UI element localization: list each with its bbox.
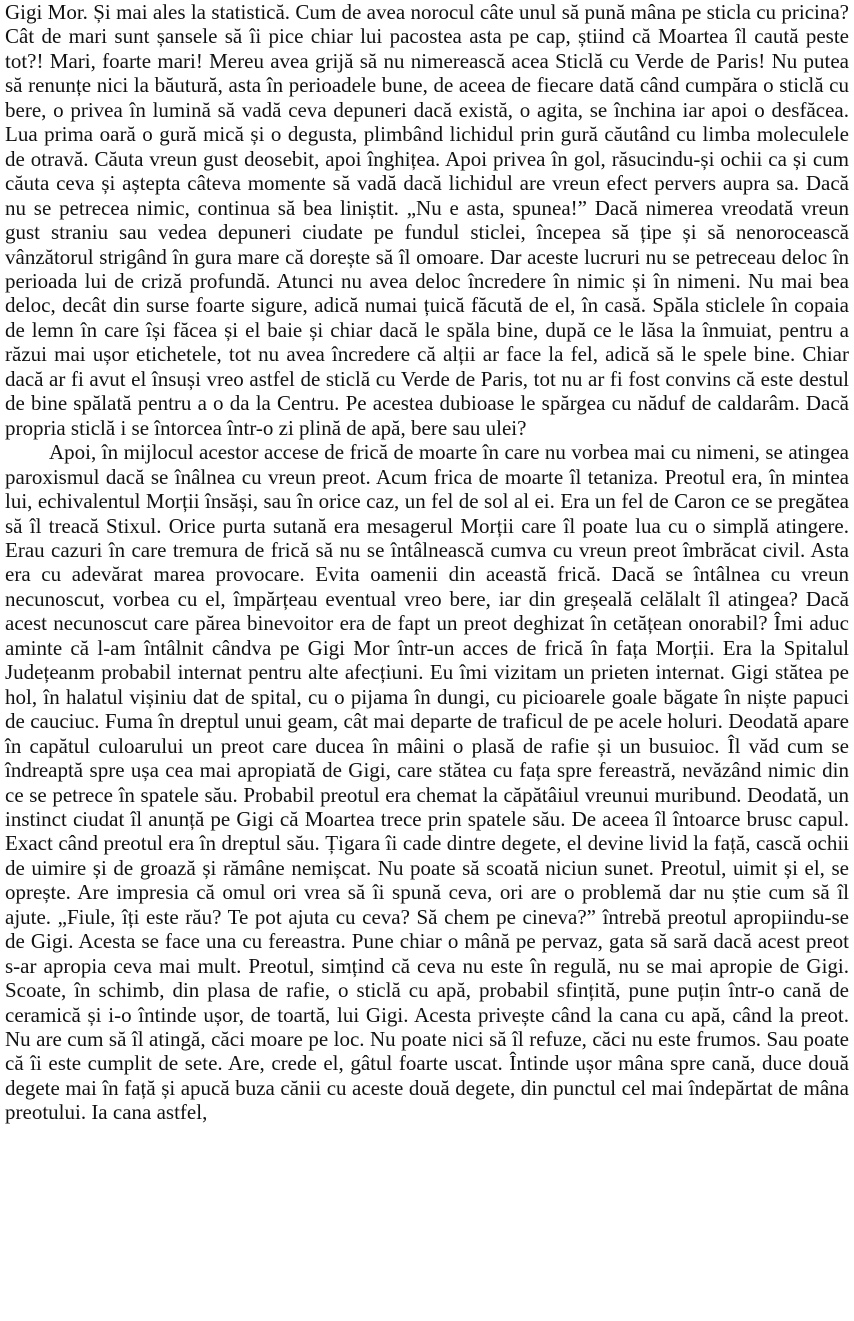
paragraph-1: Gigi Mor. Și mai ales la statistică. Cum de avea norocul câte unul să pună mâna pe sticla cu pricina? Cât de mari sunt șansele să îi pice chiar lui pacostea asta pe cap, știind că Moartea îl caută peste tot?! Mari, foarte mari! Mereu avea grijă să nu nimerească acea Sticlă cu Verde de Paris! Nu putea să renunțe nici la băutură, asta în perioadele bune, de aceea de fiecare dată când cumpăra o sticlă cu bere, o privea în lumină să vadă ceva depuneri dacă există, o agita, se închina iar apoi o desfăcea. Lua prima oară o gură mică și o degusta, plimbând lichidul prin gură căutând cu limba moleculele de otravă. Căuta vreun gust deosebit, apoi înghițea. Apoi privea în gol, răsucindu-și ochii ca și cum căuta ceva și aștepta câteva momente să vadă dacă lichidul are vreun efect pervers aupra sa. Dacă nu se petrecea nimic, continua să bea liniștit. „Nu e asta, spunea!” Dacă nimerea vreodată vreun gust straniu sau vedea depuneri ciudate pe fundul sticlei, începea să țipe și să nenorocească vânzătorul strigând în gura mare că dorește să îl omoare. Dar aceste lucruri nu se petreceau deloc în perioada lui de criză profundă. Atunci nu avea deloc încredere în nimic și în nimeni. Nu mai bea deloc, decât din surse foarte sigure, adică numai țuică făcută de el, în casă. Spăla sticlele în copaia de lemn în care își făcea și el baie și chiar dacă le spăla bine, după ce le lăsa la înmuiat, pentru a răzui mai ușor etichetele, tot nu avea încredere că alții ar face la fel, adică să le spele bine. Chiar dacă ar fi avut el însuși vreo astfel de sticlă cu Verde de Paris, tot nu ar fi fost convins că este destul de bine spălată pentru a o da la Centru. Pe acestea dubioase le spărgea cu năduf de caldarâm. Dacă propria sticlă i se întorcea într-o zi plină de apă, bere sau ulei? (5, 0, 849, 440)
paragraph-2: Apoi, în mijlocul acestor accese de frică de moarte în care nu vorbea mai cu nimeni, se atingea paroxismul dacă se înâlnea cu vreun preot. Acum frica de moarte îl tetaniza. Preotul era, în mintea lui, echivalentul Morții însăși, sau în orice caz, un fel de sol al ei. Era un fel de Caron ce se pregătea să îl treacă Stixul. Orice purta sutană era mesagerul Morții care îl poate lua cu o simplă atingere. Erau cazuri în care tremura de frică să nu se întâlnească cumva cu vreun preot îmbrăcat civil. Asta era cu adevărat marea provocare. Evita oamenii din această frică. Dacă se întâlnea cu vreun necunoscut, vorbea cu el, împărțeau eventual vreo bere, iar din greșeală celălalt îl atingea? Dacă acest necunoscut care părea binevoitor era de fapt un preot deghizat în cetățean onorabil? Îmi aduc aminte că l-am întâlnit cândva pe Gigi Mor într-un acces de frică în fața Morții. Era la Spitalul Județeanm probabil internat pentru alte afecțiuni. Eu îmi vizitam un prieten internat. Gigi stătea pe hol, în halatul vișiniu dat de spital, cu o pijama în dungi, cu picioarele goale băgate în niște papuci de cauciuc. Fuma în dreptul unui geam, cât mai departe de traficul de pe acele holuri. Deodată apare în capătul culoarului un preot care ducea în mâini o plasă de rafie și un busuioc. Îl văd cum se îndreaptă spre ușa cea mai apropiată de Gigi, care stătea cu fața spre fereastră, nevăzând nimic din ce se petrece în spatele său. Probabil preotul era chemat la căpătâiul vreunui muribund. Deodată, un instinct ciudat îl anunță pe Gigi că Moartea trece prin spatele său. De aceea îl întoarce brusc capul. Exact când preotul era în dreptul său. Țigara îi cade dintre degete, el devine livid la față, cască ochii de uimire și de groază și rămâne nemișcat. Nu poate să scoată niciun sunet. Preotul, uimit și el, se oprește. Are impresia că omul ori vrea să îi spună ceva, ori are o problemă dar nu știe cum să îl ajute. „Fiule, îți este rău? Te pot ajuta cu ceva? Să chem pe cineva?” întrebă preotul apropiindu-se de Gigi. Acesta se face una cu fereastra. Pune chiar o mână pe pervaz, gata să sară dacă acest preot s-ar apropia ceva mai mult. Preotul, simțind că ceva nu este în regulă, nu se mai apropie de Gigi. Scoate, în schimb, din plasa de rafie, o sticlă cu apă, probabil sfințită, pune puțin într-o cană de ceramică și i-o întinde ușor, de toartă, lui Gigi. Acesta privește când la cana cu apă, când la preot. Nu are cum să îl atingă, căci moare pe loc. Nu poate nici să îl refuze, căci nu este frumos. Sau poate că îi este cumplit de sete. Are, crede el, gâtul foarte uscat. Întinde ușor mâna spre cană, duce două degete mai în față și apucă buza cănii cu aceste două degete, din punctul cel mai îndepărtat de mâna preotului. Ia cana astfel, (5, 440, 849, 1125)
